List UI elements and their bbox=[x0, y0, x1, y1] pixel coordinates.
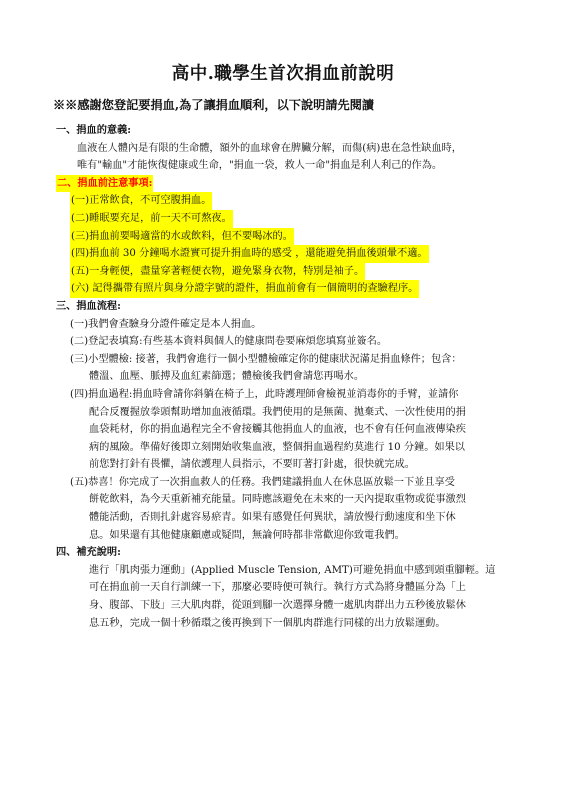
process-item: (五)恭喜！你完成了一次捐血救人的任務。我們建議捐血人在休息區放鬆一下並且享受 bbox=[70, 476, 455, 488]
precaution-item: (六) 記得攜帶有照片與身分證字號的證件，捐血前會有一個簡明的查驗程序。 bbox=[70, 280, 419, 298]
precaution-item: (四)捐血前 30 分鐘喝水證實可提升捐血時的感受 ，還能避免捐血後頭暈不適。 bbox=[70, 245, 429, 263]
section-1-line: 唯有"輸血"才能恢復健康或生命，"捐血一袋，救人一命"捐血是利人利己的作為。 bbox=[77, 160, 443, 172]
supplement-line: 進行「肌肉張力運動」(Applied Muscle Tension, AMT)可避免捐血中感到頭重腳輕。這 bbox=[89, 564, 496, 576]
precaution-item: (二)睡眠要充足，前一天不可熬夜。 bbox=[70, 210, 233, 228]
document-body bbox=[0, 122, 566, 632]
process-item-cont: 體溫、血壓、脈搏及血紅素篩選；體檢後我們會請您再喝水。 bbox=[89, 371, 365, 383]
process-item-cont: 病的風險。準備好後即立刻開始收集血液，整個捐血過程約莫進行 10 分鐘。如果以 bbox=[89, 441, 465, 453]
supplement-line: 息五秒，完成一個十秒循環之後再換到下一個肌肉群進行同樣的出力放鬆運動。 bbox=[89, 617, 446, 629]
process-item-cont: 前您對打針有畏懼，請依護理人員指示，不要盯著打針處，很快就完成。 bbox=[89, 459, 415, 471]
precaution-item: (五)一身輕便，盡量穿著輕便衣物，避免緊身衣物，特別是袖子。 bbox=[70, 263, 365, 281]
process-item-cont: 餅乾飲料，為今天重新補充能量。同時應該避免在未來的一天內提取重物或從事激烈 bbox=[89, 494, 466, 506]
section-2-heading: 二、捐血前注意事項: bbox=[56, 175, 153, 193]
section-1-heading: 一、捐血的意義: bbox=[56, 124, 132, 136]
supplement-line: 身、腹部、下肢」三大肌肉群，從頭到腳一次選擇身體一處肌肉群出力五秒後放鬆休 bbox=[89, 600, 466, 612]
process-item: (四)捐血過程:捐血時會請你斜躺在椅子上，此時護理師會檢視並消毒你的手臂，並請你 bbox=[70, 388, 459, 400]
process-item-cont: 體能活動，否則扎針處容易瘀青。如果有感覺任何異狀，請放慢行動速度和坐下休 bbox=[89, 512, 456, 524]
intro-note: ※※感謝您登記要捐血,為了讓捐血順利，以下說明請先閱讀 bbox=[53, 98, 375, 112]
precaution-item: (三)捐血前要喝適當的水或飲料，但不要喝冰的。 bbox=[70, 228, 294, 246]
supplement-line: 可在捐血前一天自行訓練一下，那麼必要時便可執行。執行方式為將身體區分為「上 bbox=[89, 582, 466, 594]
process-item-cont: 配合反覆握放拳頭幫助增加血液循環。我們使用的是無菌、拋棄式、一次性使用的捐 bbox=[89, 406, 466, 418]
section-3-heading: 三、捐血流程: bbox=[56, 299, 121, 312]
process-item: (三)小型體檢: 接著，我們會進行一個小型體檢確定你的健康狀況滿足捐血條件；包含： bbox=[70, 353, 462, 365]
section-4-heading: 四、補充說明: bbox=[56, 546, 121, 559]
process-item-cont: 血袋耗材，你的捐血過程完全不會接觸其他捐血人的血液，也不會有任何血液傳染疾 bbox=[89, 424, 466, 436]
section-1-line: 血液在人體內是有限的生命體，額外的血球會在脾臟分解，而傷(病)患在急性缺血時， bbox=[77, 142, 462, 154]
process-item: (二)登記表填寫:有些基本資料與個人的健康問卷要麻煩您填寫並簽名。 bbox=[70, 336, 388, 348]
process-item: (一)我們會查驗身分證件確定是本人捐血。 bbox=[70, 318, 262, 330]
precaution-item: (一)正常飲食，不可空腹捐血。 bbox=[70, 192, 212, 210]
process-item-cont: 息。如果還有其他健康顧慮或疑問，無論何時都非常歡迎你致電我們。 bbox=[89, 529, 405, 541]
page-title: 高中.職學生首次捐血前說明 bbox=[171, 64, 395, 84]
